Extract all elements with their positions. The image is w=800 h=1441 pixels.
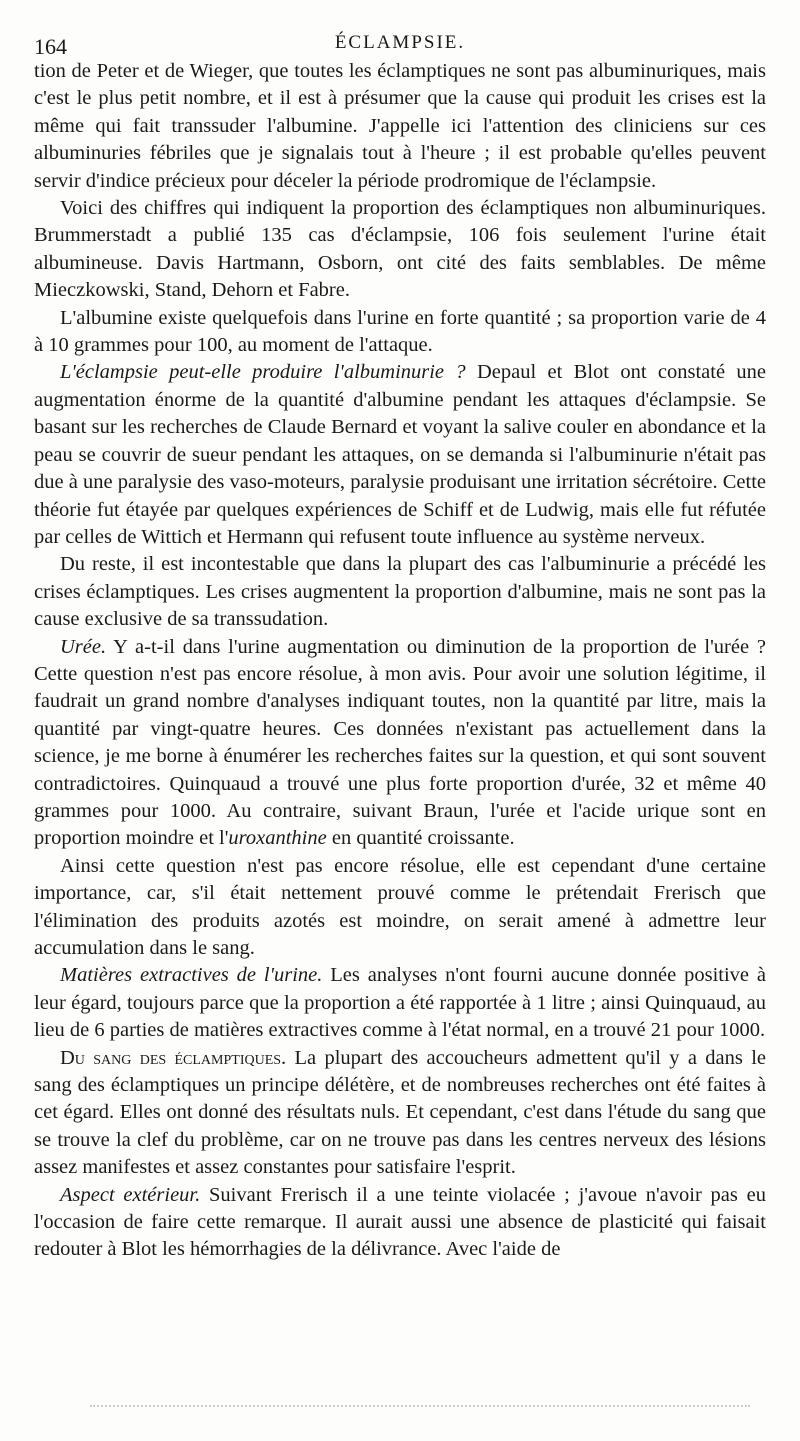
- paragraph-9-text: La plupart des accoucheurs admettent qu'il y a dans le sang des éclamptiques un principe délétère, et de nombreuses recherches ont été faites à cet égard. Elles ont donné des résultats nuls. Et cependant, c'est dans l'étude du sang que se trouve la clef du problème, car on ne trouve pas dans les centres nerveux des lésions assez manifestes et assez constantes pour satisfaire l'esprit.: [34, 1046, 766, 1179]
- paragraph-6-heading: Urée.: [60, 635, 107, 658]
- paragraph-10-text: Suivant Frerisch il a une teinte violacée ; j'avoue n'avoir pas eu l'occasion de faire cette remarque. Il aurait aussi une absence de plasticité qui faisait redouter à Blot les hémorrhagies de la délivrance. Avec l'aide de: [34, 1183, 766, 1261]
- paragraph-3: L'albumine existe quelquefois dans l'urine en forte quantité ; sa proportion varie de 4 à 10 grammes pour 100, au moment de l'attaque.: [34, 306, 766, 357]
- paragraph-8-text: Les analyses n'ont fourni aucune donnée positive à leur égard, toujours parce que la proportion a été rapportée à 1 litre ; ainsi Quinquaud, au lieu de 6 parties de matières extractives comme à l'état normal, en a trouvé 21 pour 1000.: [34, 964, 766, 1042]
- paragraph-1: tion de Peter et de Wieger, que toutes les éclamptiques ne sont pas albuminuriques, mais c'est le plus petit nombre, et il est à présumer que la cause qui produit les crises est la même qui fait transsuder l'albumine. J'appelle ici l'attention des cliniciens sur ces albuminuries fébriles que je signalais tout à l'heure ; il est probable qu'elles peuvent servir d'indice précieux pour déceler la période prodromique de l'éclampsie.: [34, 60, 766, 192]
- paragraph-4: [34, 359, 766, 551]
- bottom-margin-bleed-through: [90, 1405, 750, 1410]
- body-text: [34, 58, 766, 1264]
- paragraph-8-heading: Matières extractives de l'urine.: [60, 964, 323, 987]
- paragraph-10: [34, 1182, 766, 1264]
- paragraph-9: [34, 1045, 766, 1182]
- page-number: 164: [34, 34, 67, 59]
- paragraph-7: Ainsi cette question n'est pas encore résolue, elle est cependant d'une certaine importance, car, s'il était nettement prouvé comme le prétendait Frerisch que l'élimination des produits azotés est moindre, on serait amené à admettre leur accumulation dans le sang.: [34, 854, 766, 959]
- paragraph-6-text: Y a-t-il dans l'urine augmentation ou diminution de la proportion de l'urée ? Cette question n'est pas encore résolue, à mon avis. Pour avoir une solution légitime, il faudrait un grand nombre d'analyses indiquant toutes, non la quantité par litre, mais la quantité par vingt-quatre heures. Ces données n'existant pas actuellement dans la science, je me borne à énumérer les recherches faites sur la question, et qui sont souvent contradictoires. Quinquaud a trouvé une plus forte proportion d'urée, 32 et même 40 grammes pour 1000. Au contraire, suivant Braun, l'urée et l'acide urique sont en proportion moindre et l': [34, 635, 766, 850]
- paragraph-6: [34, 634, 766, 853]
- page-header: [30, 30, 770, 58]
- paragraph-4-heading: L'éclampsie peut-elle produire l'albuminurie ?: [60, 361, 466, 384]
- running-head: ÉCLAMPSIE.: [334, 32, 466, 53]
- paragraph-6-italic-term: uroxanthine: [228, 827, 327, 850]
- paragraph-2: Voici des chiffres qui indiquent la proportion des éclamptiques non albuminuriques. Brummerstadt a publié 135 cas d'éclampsie, 106 fois seulement l'urine était albumineuse. Davis Hartmann, Osborn, ont cité des faits semblables. De même Mieczkowski, Stand, Dehorn et Fabre.: [34, 197, 766, 302]
- paragraph-5: Du reste, il est incontestable que dans la plupart des cas l'albuminurie a précédé les crises éclamptiques. Les crises augmentent la proportion d'albumine, mais ne sont pas la cause exclusive de sa transsudation.: [34, 553, 766, 631]
- paragraph-4-text: Depaul et Blot ont constaté une augmentation énorme de la quantité d'albumine pendant les attaques d'éclampsie. Se basant sur les recherches de Claude Bernard et voyant la salive couler en abondance et la peau se couvrir de sueur pendant les attaques, on se demanda si l'albuminurie n'était pas due à une paralysie des vaso-moteurs, paralysie produisant une irritation sécrétoire. Cette théorie fut étayée par quelques expériences de Schiff et de Ludwig, mais elle fut réfutée par celles de Wittich et Hermann qui refusent toute influence au système nerveux.: [34, 361, 766, 548]
- paragraph-6-text-end: en quantité croissante.: [326, 827, 515, 850]
- paragraph-8: [34, 962, 766, 1044]
- paragraph-10-heading: Aspect extérieur.: [60, 1183, 201, 1206]
- paragraph-9-heading: Du sang des éclamptiques.: [60, 1046, 287, 1069]
